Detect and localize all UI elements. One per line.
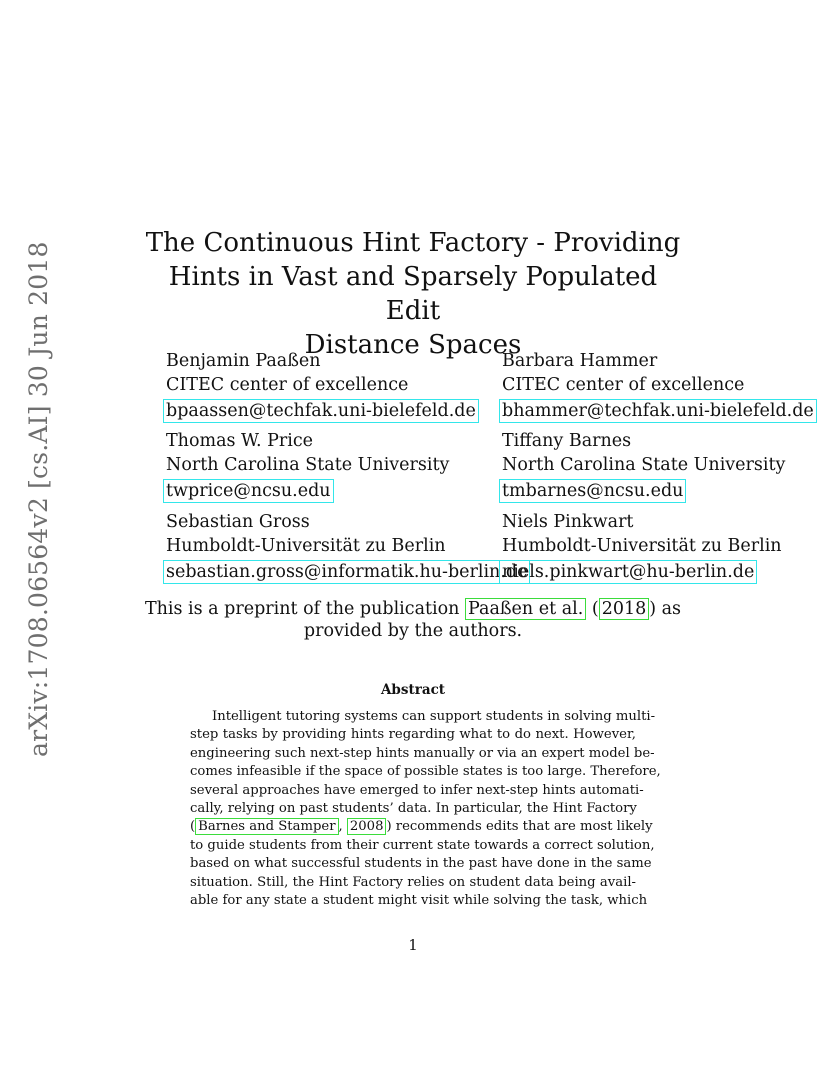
citation-link-year[interactable]: 2008 — [347, 818, 387, 835]
abstract-line: situation. Still, the Hint Factory relies on student data being avail- — [190, 874, 636, 890]
author-name: Barbara Hammer — [502, 351, 658, 371]
abstract-line: step tasks by providing hints regarding what to do next. However, — [190, 727, 636, 743]
author-name: Tiffany Barnes — [502, 431, 632, 451]
author-email-link[interactable]: bhammer@techfak.uni-bielefeld.de — [499, 399, 817, 423]
author-block-price — [166, 429, 449, 503]
abstract-line: engineering such next-step hints manually or via an expert model be- — [190, 745, 655, 761]
cite-rest: ) recommends edits that are most likely — [386, 819, 653, 835]
author-affiliation: North Carolina State University — [166, 455, 450, 475]
abstract-line: comes infeasible if the space of possible states is too large. Therefore, — [190, 764, 661, 780]
author-block-paassen — [166, 349, 479, 423]
author-email-link[interactable]: tmbarnes@ncsu.edu — [499, 479, 686, 503]
abstract-line: to guide students from their current state towards a correct solution, — [190, 837, 655, 853]
author-name: Benjamin Paaßen — [166, 351, 321, 371]
abstract-line: able for any state a student might visit while solving the task, which — [190, 893, 648, 909]
arxiv-sidebar-id: arXiv:1708.06564v2 [cs.AI] 30 Jun 2018 — [24, 241, 53, 757]
author-block-gross — [166, 510, 530, 584]
abstract-body — [190, 708, 661, 910]
citation-link-authors[interactable]: Barnes and Stamper — [195, 818, 338, 835]
author-affiliation: CITEC center of excellence — [166, 375, 409, 395]
author-block-barnes — [502, 429, 785, 503]
author-email-link[interactable]: niels.pinkwart@hu-berlin.de — [499, 560, 757, 584]
abstract-line: several approaches have emerged to infer next-step hints automati- — [190, 782, 644, 798]
author-email-link[interactable]: bpaassen@techfak.uni-bielefeld.de — [163, 399, 479, 423]
cite-sep: , — [338, 819, 347, 835]
author-name: Niels Pinkwart — [502, 512, 634, 532]
citation-link-authors[interactable]: Paaßen et al. — [465, 598, 586, 620]
abstract-line: Intelligent tutoring systems can support students in solving multi- — [212, 709, 656, 724]
author-affiliation: North Carolina State University — [502, 455, 786, 475]
abstract-heading: Abstract — [380, 682, 446, 698]
preprint-text-end: ) as — [649, 599, 682, 619]
preprint-text: This is a preprint of the publication — [144, 599, 466, 619]
author-email-link[interactable]: twprice@ncsu.edu — [163, 479, 334, 503]
author-affiliation: CITEC center of excellence — [502, 375, 745, 395]
page-number: 1 — [408, 936, 418, 954]
abstract-line: cally, relying on past students’ data. In particular, the Hint Factory — [190, 801, 637, 817]
abstract-citation-line — [190, 818, 653, 836]
title-line-2: Hints in Vast and Sparsely Populated Edit — [168, 262, 658, 326]
author-block-hammer — [502, 349, 817, 423]
citation-open: ( — [586, 599, 599, 619]
citation-link-year[interactable]: 2018 — [599, 598, 650, 620]
abstract-line: based on what successful students in the past have done in the same — [190, 856, 652, 872]
paper-title — [140, 226, 686, 362]
title-line-1: The Continuous Hint Factory - Providing — [145, 228, 681, 258]
preprint-line-2: provided by the authors. — [303, 621, 523, 641]
title-line-3: Distance Spaces — [304, 330, 522, 360]
author-affiliation: Humboldt-Universität zu Berlin — [166, 536, 446, 556]
cite-paren: ( — [190, 819, 196, 835]
author-name: Sebastian Gross — [166, 512, 310, 532]
author-block-pinkwart — [502, 510, 782, 584]
author-affiliation: Humboldt-Universität zu Berlin — [502, 536, 782, 556]
preprint-note — [140, 598, 686, 642]
author-email-link[interactable]: sebastian.gross@informatik.hu-berlin.de — [163, 560, 530, 584]
author-name: Thomas W. Price — [166, 431, 313, 451]
